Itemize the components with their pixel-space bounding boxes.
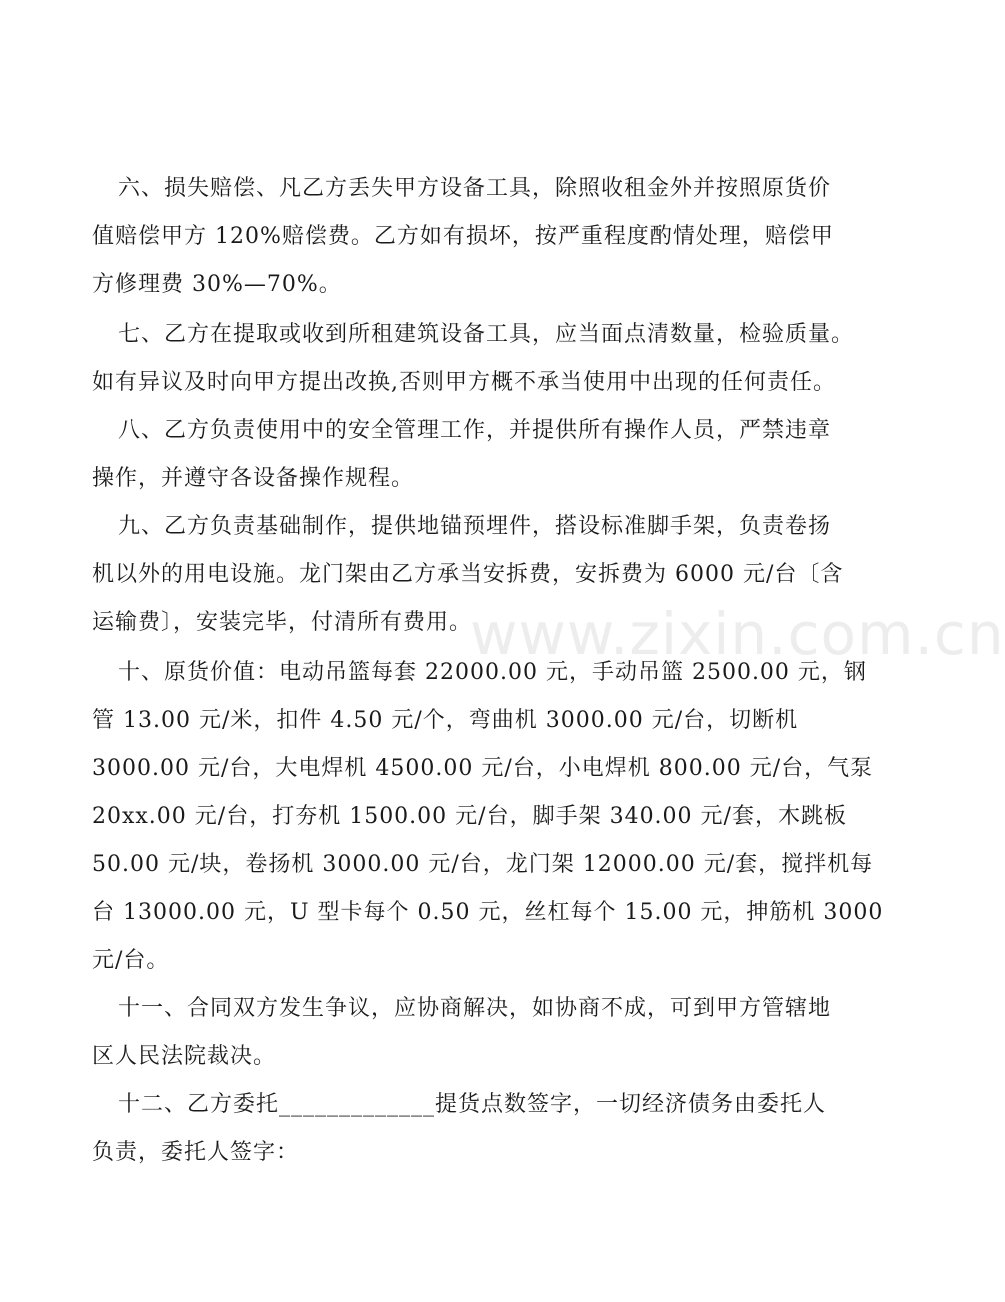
para-twelve-line-2: 负责，委托人签字： bbox=[92, 1140, 300, 1165]
watermark-text: www.zixin.com.cn bbox=[470, 600, 1005, 668]
para-ten-line-3: 3000.00 元/台，大电焊机 4500.00 元/台，小电焊机 800.00 元/台，气泵 bbox=[92, 756, 874, 781]
para-ten-line-4: 20xx.00 元/台，打夯机 1500.00 元/台，脚手架 340.00 元/套，木跳板 bbox=[92, 804, 847, 829]
para-six-line-1: 六、损失赔偿、凡乙方丢失甲方设备工具，除照收租金外并按照原货价 bbox=[118, 176, 832, 201]
para-eight-line-2: 操作，并遵守各设备操作规程。 bbox=[92, 466, 415, 491]
para-ten-line-5: 50.00 元/块，卷扬机 3000.00 元/台，龙门架 12000.00 元/套，搅拌机每 bbox=[92, 852, 874, 877]
para-six-line-3: 方修理费 30%—70%。 bbox=[92, 272, 342, 297]
para-ten-line-6: 台 13000.00 元，U 型卡每个 0.50 元，丝杠每个 15.00 元，抻筋机 3000 bbox=[92, 900, 884, 925]
para-nine-line-3: 运输费〕，安装完毕，付清所有费用。 bbox=[92, 610, 473, 635]
para-ten-line-1: 十、原货价值：电动吊篮每套 22000.00 元，手动吊篮 2500.00 元，钢 bbox=[118, 660, 867, 685]
para-eight-line-1: 八、乙方负责使用中的安全管理工作，并提供所有操作人员，严禁违章 bbox=[118, 418, 832, 443]
para-twelve-line-1: 十二、乙方委托_____________提货点数签字，一切经济债务由委托人 bbox=[118, 1092, 827, 1117]
para-six-line-2: 值赔偿甲方 120%赔偿费。乙方如有损坏，按严重程度酌情处理，赔偿甲 bbox=[92, 224, 834, 249]
para-nine-line-2: 机以外的用电设施。龙门架由乙方承当安拆费，安拆费为 6000 元/台〔含 bbox=[92, 562, 844, 587]
para-eleven-line-2: 区人民法院裁决。 bbox=[92, 1044, 277, 1069]
para-nine-line-1: 九、乙方负责基础制作，提供地锚预埋件，搭设标准脚手架，负责卷扬 bbox=[118, 514, 832, 539]
para-ten-line-7: 元/台。 bbox=[92, 948, 170, 973]
para-ten-line-2: 管 13.00 元/米，扣件 4.50 元/个，弯曲机 3000.00 元/台，切断机 bbox=[92, 708, 799, 733]
para-seven-line-1: 七、乙方在提取或收到所租建筑设备工具，应当面点清数量，检验质量。 bbox=[118, 322, 855, 347]
para-eleven-line-1: 十一、合同双方发生争议，应协商解决，如协商不成，可到甲方管辖地 bbox=[118, 996, 832, 1021]
para-seven-line-2: 如有异议及时向甲方提出改换,否则甲方概不承当使用中出现的任何责任。 bbox=[92, 370, 836, 395]
